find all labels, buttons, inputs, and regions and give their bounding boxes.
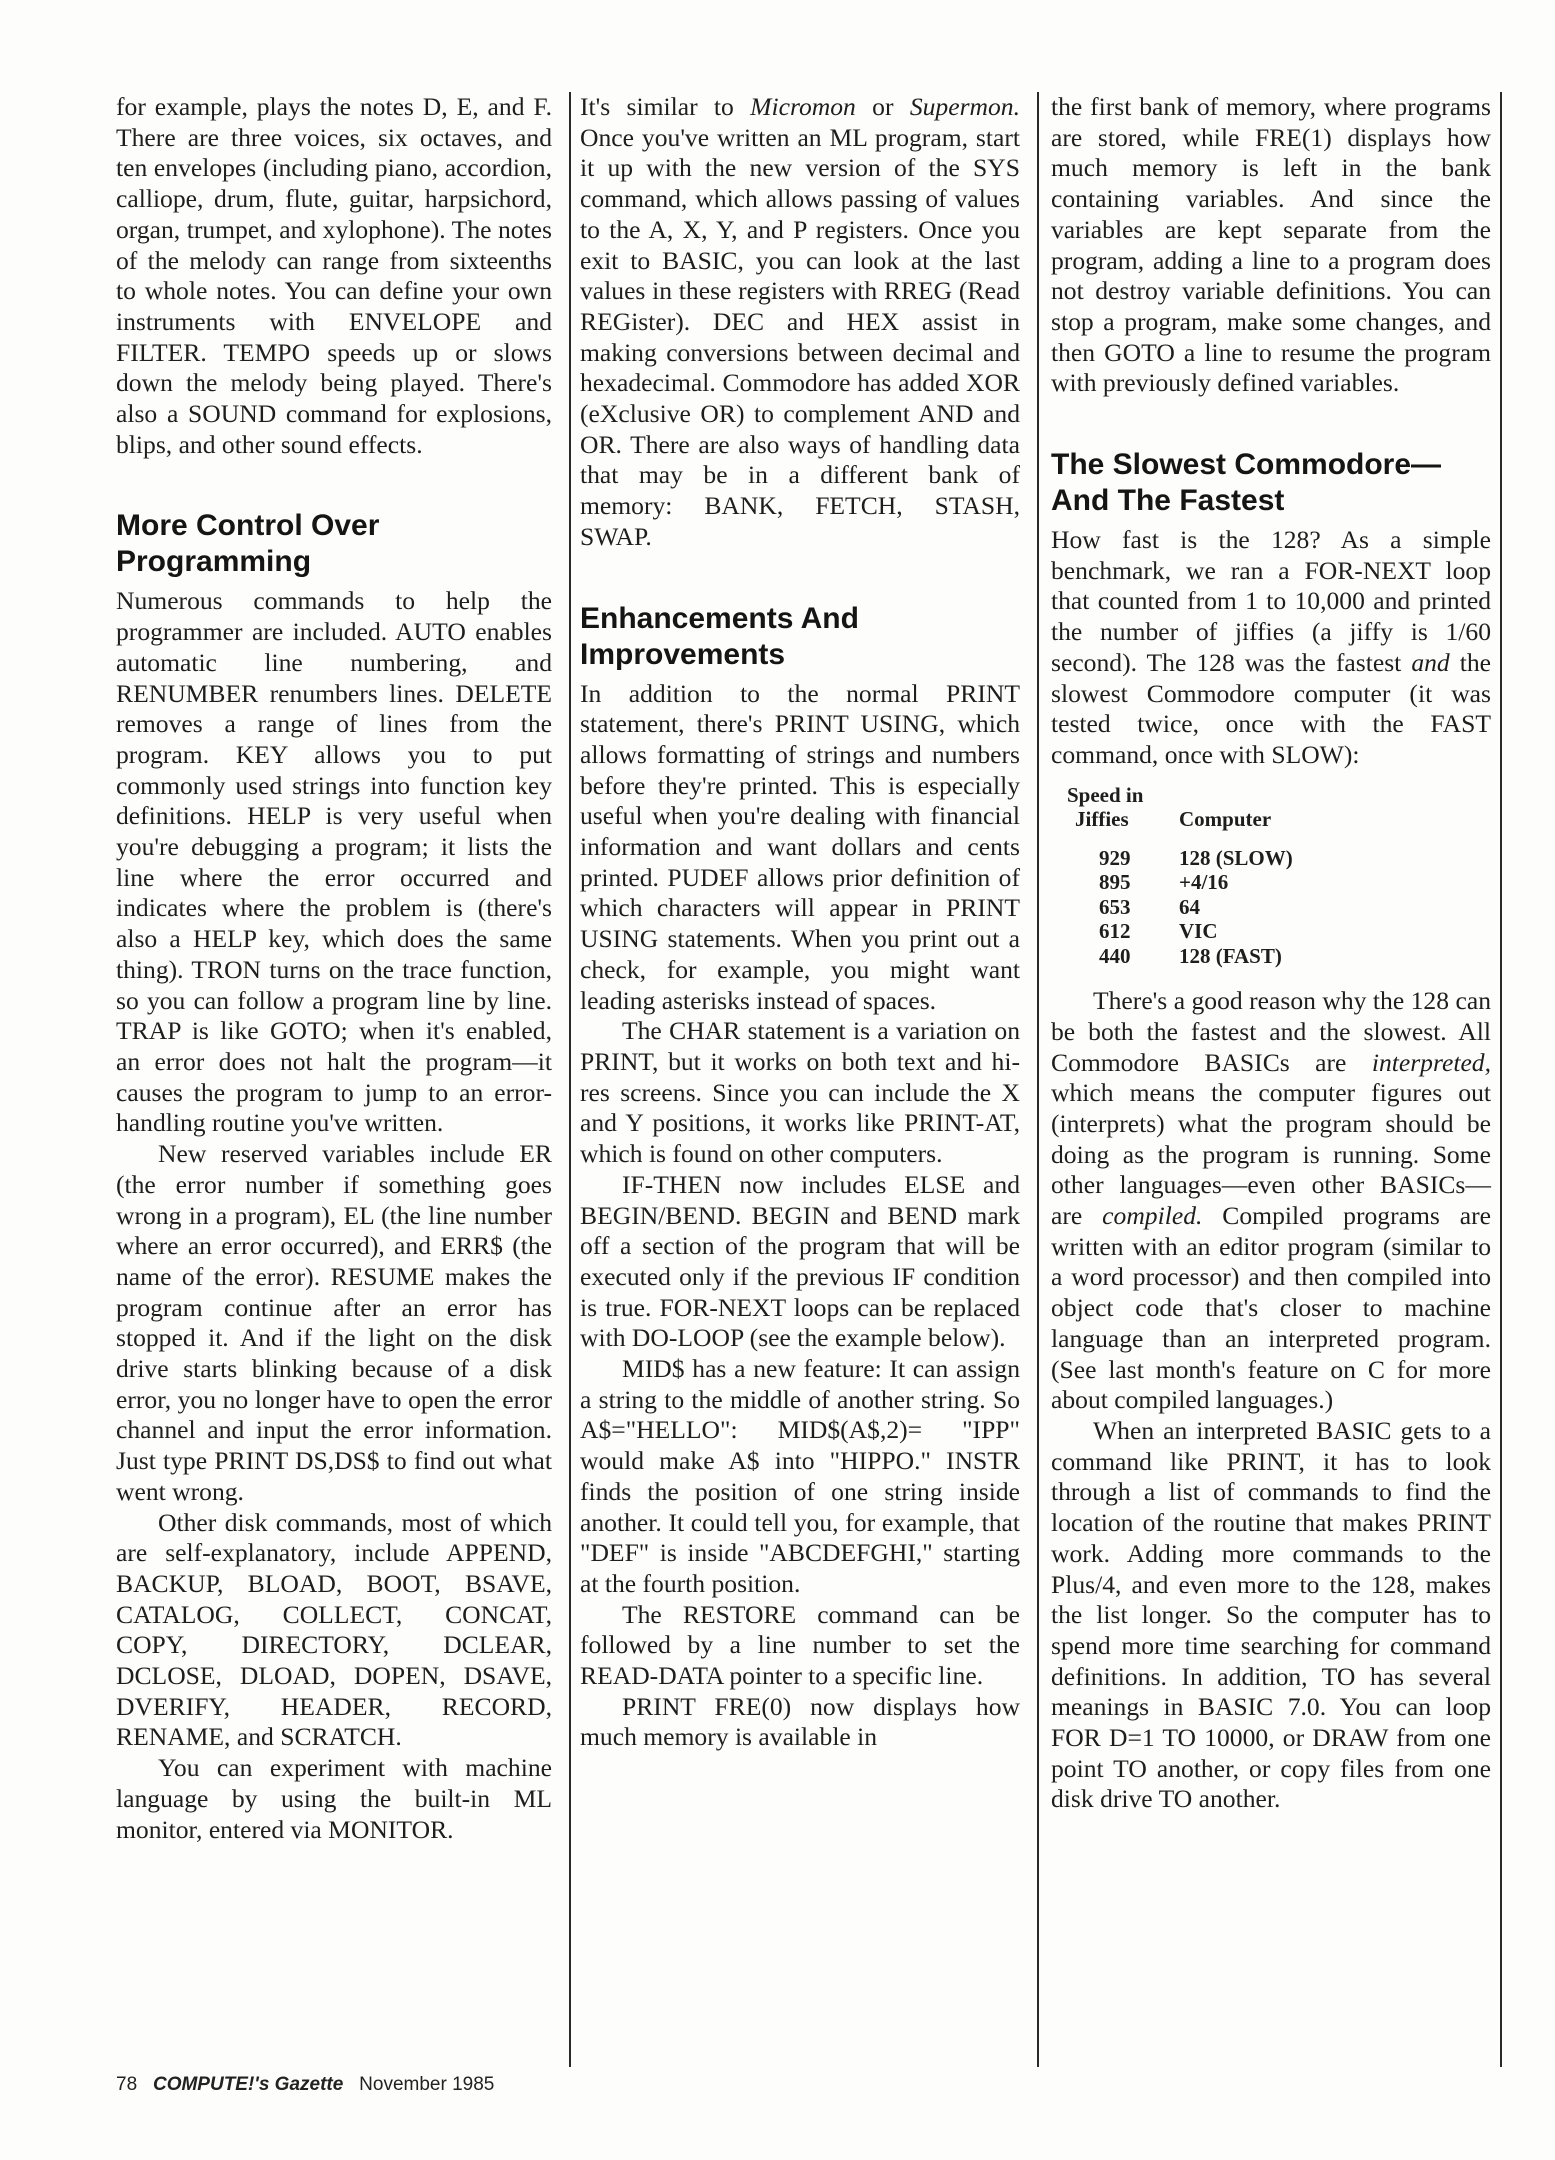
issue-date: November 1985 <box>359 2074 495 2095</box>
paragraph: The RESTORE command can be followed by a line number to set the READ-DATA pointer to a specific line. <box>580 1599 1020 1691</box>
paragraph: MID$ has a new feature: It can assign a string to the middle of another string. So A$="HELLO": MID$(A$,2)= "IPP" would make A$ into "HIPPO." INSTR finds the position of one string inside another. It could tell you, for example, that "DEF" is inside "ABCDEFGHI," starting at the fourth position. <box>580 1354 1020 1598</box>
paragraph: PRINT FRE(0) now displays how much memory is available in <box>580 1691 1020 1752</box>
jiffies-cell: 929 <box>1099 845 1131 870</box>
column-3 <box>1051 92 1491 1815</box>
column-2 <box>580 92 1020 1753</box>
paragraph: for example, plays the notes D, E, and F. There are three voices, six octaves, and ten envelopes (including piano, accordion, calliope, drum, flute, guitar, harpsichord, organ, trumpet, and xylophone). The notes of the melody can range from sixteenths to whole notes. You can define your own instruments with ENVELOPE and FILTER. TEMPO speeds up or slows down the melody being played. There's also a SOUND command for explosions, blips, and other sound effects. <box>116 92 552 459</box>
column-rule-middle <box>1037 92 1039 2067</box>
paragraph: How fast is the 128? As a simple benchmark, we ran a FOR-NEXT loop that counted from 1 to 10,000 and printed the number of jiffies (a jiffy is 1/60 second). The 128 was the fastest and the slowest Commodore computer (it was tested twice, once with the FAST command, once with SLOW): <box>1051 525 1491 769</box>
magazine-name: COMPUTE!'s Gazette <box>152 2074 344 2095</box>
column-rule-right <box>1500 92 1502 2067</box>
computer-cell: 128 (SLOW) <box>1179 845 1293 870</box>
section-heading: More Control Over Programming <box>116 509 380 579</box>
computer-cell: +4/16 <box>1179 870 1229 895</box>
table-header <box>1067 783 1491 832</box>
table-body <box>1067 846 1491 969</box>
paragraph: There's a good reason why the 128 can be both the fastest and the slowest. All Commodore BASICs are interpreted, which means the computer figures out (interprets) what the program should be doing as the program is running. Some other languages—even other BASICs—are compiled. Compiled programs are written with an editor program (similar to a word processor) and then compiled into object code that's closer to machine language than an interpreted program. (See last month's feature on C for more about compiled languages.) <box>1051 986 1491 1415</box>
computer-cell: 128 (FAST) <box>1179 943 1282 968</box>
header-jiffies: Jiffies <box>1075 807 1129 832</box>
page-footer <box>116 2074 494 2096</box>
table-row <box>1067 919 1491 944</box>
table-row <box>1067 895 1491 920</box>
paragraph: It's similar to Micromon or Supermon. Once you've written an ML program, start it up with the new version of the SYS command, which allows passing of values to the A, X, Y, and P registers. Once you exit to BASIC, you can look at the last values in these registers with RREG (Read REGister). DEC and HEX assist in making conversions between decimal and hexadecimal. Commodore has added XOR (eXclusive OR) to complement AND and OR. There are also ways of handling data that may be in a different bank of memory: BANK, FETCH, STASH, SWAP. <box>580 92 1020 551</box>
paragraph: In addition to the normal PRINT statement, there's PRINT USING, which allows formatting of strings and numbers before they're printed. This is especially useful when you're dealing with financial information and want dollars and cents printed. PUDEF allows prior definition of which characters will appear in PRINT USING statements. When you print out a check, for example, you might want leading asterisks instead of spaces. <box>580 678 1020 1015</box>
paragraph: The CHAR statement is a variation on PRINT, but it works on both text and hi-res screens. Since you can include the X and Y positions, it works like PRINT-AT, which is found on other computers. <box>580 1016 1020 1169</box>
computer-cell: VIC <box>1179 919 1218 944</box>
section-heading: The Slowest Commodore—And The Fastest <box>1051 448 1442 518</box>
section-heading: Enhancements And Improvements <box>580 601 859 671</box>
header-speed: Speed in <box>1067 782 1144 807</box>
column-1 <box>116 92 552 1845</box>
column-rule-left <box>569 92 571 2067</box>
paragraph: Other disk commands, most of which are self-explanatory, include APPEND, BACKUP, BLOAD, BOOT, BSAVE, CATALOG, COLLECT, CONCAT, COPY, DIRECTORY, DCLEAR, DCLOSE, DLOAD, DOPEN, DSAVE, DVERIFY, HEADER, RECORD, RENAME, and SCRATCH. <box>116 1507 552 1752</box>
jiffies-cell: 440 <box>1099 943 1131 968</box>
paragraph: New reserved variables include ER (the error number if something goes wrong in a program), EL (the line number where an error occurred), and ERR$ (the name of the error). RESUME makes the program continue after an error has stopped it. And if the light on the disk drive starts blinking because of a disk error, you no longer have to open the error channel and input the error information. Just type PRINT DS,DS$ to find out what went wrong. <box>116 1139 552 1506</box>
paragraph: the first bank of memory, where programs are stored, while FRE(1) displays how much memory is left in the bank containing variables. And since the variables are kept separate from the program, adding a line to a program does not destroy variable definitions. You can stop a program, make some changes, and then GOTO a line to resume the program with previously defined variables. <box>1051 92 1491 398</box>
page-number: 78 <box>116 2074 138 2095</box>
computer-cell: 64 <box>1179 894 1200 919</box>
paragraph: Numerous commands to help the programmer are included. AUTO enables automatic line numbering, and RENUMBER renumbers lines. DELETE removes a range of lines from the program. KEY allows you to put commonly used strings into function key definitions. HELP is very useful when you're debugging a program; it lists the line where the error occurred and indicates where the problem is (there's also a HELP key, which does the same thing). TRON turns on the trace function, so you can follow a program line by line. TRAP is like GOTO; when it's enabled, an error does not halt the program—it causes the program to jump to an error-handling routine you've written. <box>116 586 552 1138</box>
table-row <box>1067 870 1491 895</box>
paragraph: When an interpreted BASIC gets to a command like PRINT, it has to look through a list of commands to find the location of the routine that makes PRINT work. Adding more commands to the Plus/4, and even more to the 128, makes the list longer. So the computer has to spend more time searching for command definitions. In addition, TO has several meanings in BASIC 7.0. You can loop FOR D=1 TO 10000, or DRAW from one point TO another, or copy files from one disk drive TO another. <box>1051 1416 1491 1814</box>
benchmark-table <box>1067 783 1491 969</box>
header-computer: Computer <box>1179 807 1272 832</box>
jiffies-cell: 612 <box>1099 919 1131 944</box>
table-row <box>1067 944 1491 969</box>
jiffies-cell: 895 <box>1099 870 1131 895</box>
paragraph: You can experiment with machine language by using the built-in ML monitor, entered via MONITOR. <box>116 1753 552 1844</box>
paragraph: IF-THEN now includes ELSE and BEGIN/BEND. BEGIN and BEND mark off a section of the program that will be executed only if the previous IF condition is true. FOR-NEXT loops can be replaced with DO-LOOP (see the example below). <box>580 1169 1020 1353</box>
table-row <box>1067 846 1491 871</box>
jiffies-cell: 653 <box>1099 894 1131 919</box>
